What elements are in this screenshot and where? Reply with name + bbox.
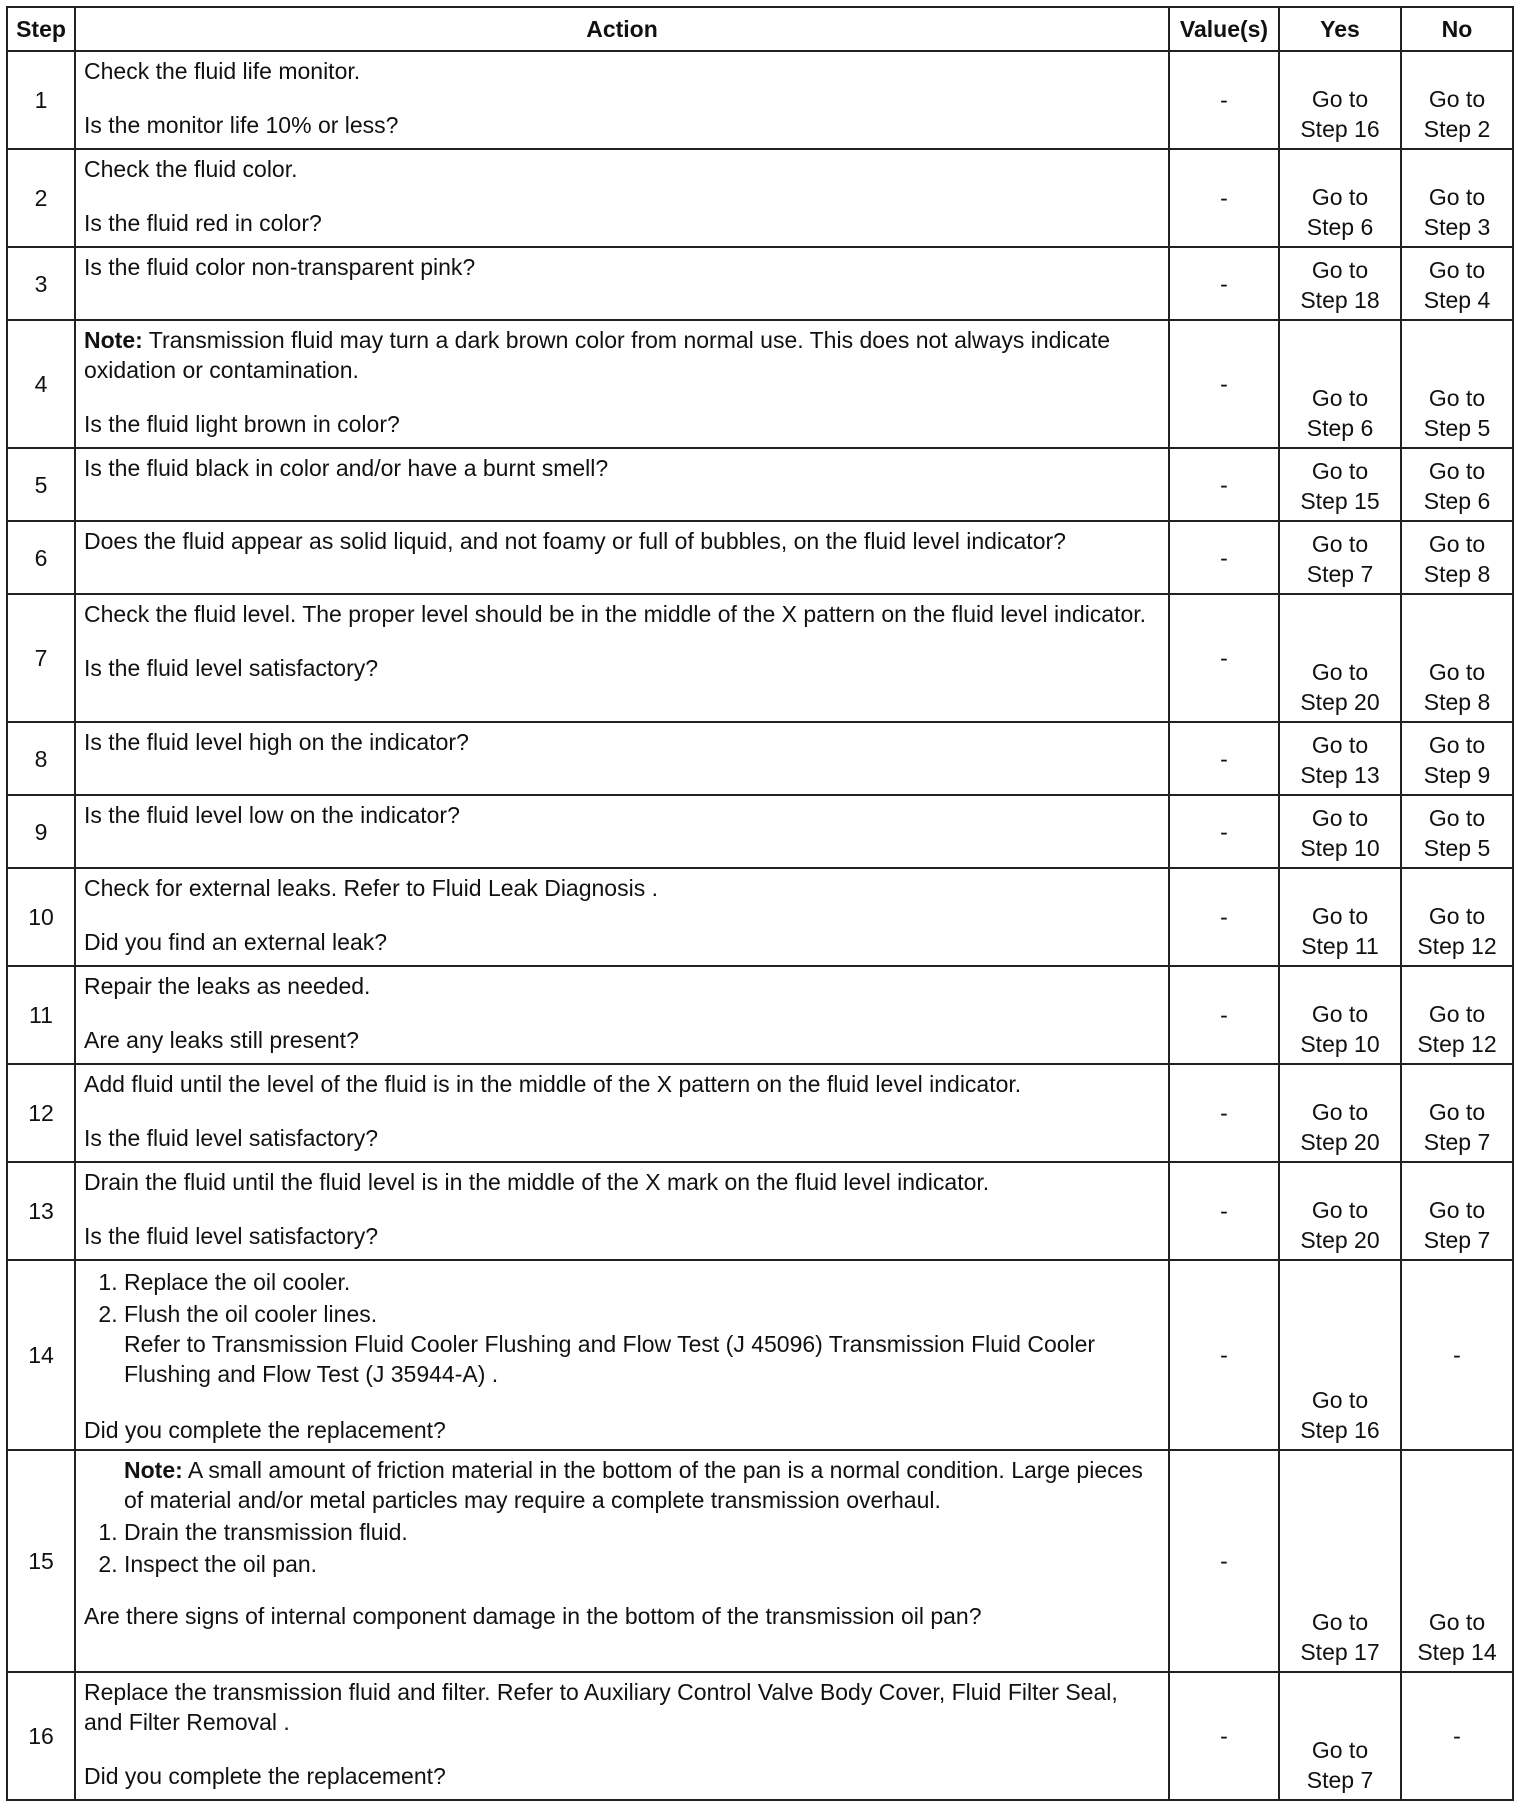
yes-goto: Go to bbox=[1311, 184, 1369, 210]
table-row bbox=[7, 722, 1513, 795]
step-number: 10 bbox=[7, 868, 75, 966]
step-number: 5 bbox=[7, 448, 75, 521]
action-text[interactable]: Replace the transmission fluid and filter. Refer to Auxiliary Control Valve Body Cover, Fluid Filter Seal, and Filter Removal . bbox=[84, 1679, 1118, 1735]
no-cell bbox=[1401, 722, 1513, 795]
step-number: 3 bbox=[7, 247, 75, 320]
no-goto: Go to bbox=[1428, 659, 1486, 685]
yes-step-link[interactable]: Step 7 bbox=[1306, 561, 1374, 587]
action-cell bbox=[75, 448, 1169, 521]
action-question: Are any leaks still present? bbox=[84, 1027, 359, 1053]
yes-goto: Go to bbox=[1311, 805, 1369, 831]
action-cell bbox=[75, 722, 1169, 795]
step-number: 9 bbox=[7, 795, 75, 868]
list-item-text: 2. Flush the oil cooler lines. bbox=[124, 1301, 378, 1327]
yes-cell bbox=[1279, 1672, 1401, 1800]
header-no: No bbox=[1401, 7, 1513, 51]
note-text: Transmission fluid may turn a dark brown color from normal use. This does not always indicate oxidation or contamination. bbox=[84, 327, 1111, 383]
table-row bbox=[7, 448, 1513, 521]
yes-cell bbox=[1279, 1162, 1401, 1260]
yes-goto: Go to bbox=[1311, 1197, 1369, 1223]
table-header-row bbox=[7, 7, 1513, 51]
table-row bbox=[7, 149, 1513, 247]
no-goto: Go to bbox=[1428, 257, 1486, 283]
no-step-link[interactable]: Step 9 bbox=[1423, 762, 1491, 788]
action-question: Is the fluid level satisfactory? bbox=[84, 655, 379, 681]
no-goto: Go to bbox=[1428, 903, 1486, 929]
action-cell bbox=[75, 1672, 1169, 1800]
no-cell bbox=[1401, 448, 1513, 521]
no-step-link[interactable]: Step 7 bbox=[1423, 1129, 1491, 1155]
action-list bbox=[84, 1517, 1160, 1579]
step-number: 6 bbox=[7, 521, 75, 594]
action-text: Is the fluid color non-transparent pink? bbox=[84, 254, 476, 280]
yes-step-link[interactable]: Step 16 bbox=[1300, 1417, 1380, 1443]
no-step-link[interactable]: Step 8 bbox=[1423, 689, 1491, 715]
action-question: Is the fluid level satisfactory? bbox=[84, 1223, 379, 1249]
no-goto: Go to bbox=[1428, 805, 1486, 831]
yes-cell bbox=[1279, 1064, 1401, 1162]
table-row bbox=[7, 320, 1513, 448]
table-row bbox=[7, 1260, 1513, 1450]
no-step-link[interactable]: Step 14 bbox=[1417, 1639, 1497, 1665]
no-cell bbox=[1401, 320, 1513, 448]
yes-goto: Go to bbox=[1311, 1099, 1369, 1125]
no-cell bbox=[1401, 1450, 1513, 1672]
step-number: 11 bbox=[7, 966, 75, 1064]
action-text: Is the fluid black in color and/or have a burnt smell? bbox=[84, 455, 609, 481]
action-cell bbox=[75, 868, 1169, 966]
action-cell bbox=[75, 795, 1169, 868]
table-row bbox=[7, 1672, 1513, 1800]
step-number: 12 bbox=[7, 1064, 75, 1162]
yes-goto: Go to bbox=[1311, 1609, 1369, 1635]
action-text: Drain the fluid until the fluid level is in the middle of the X mark on the fluid level indicator. bbox=[84, 1169, 990, 1195]
no-goto: Go to bbox=[1428, 1197, 1486, 1223]
diagnostic-table-page bbox=[6, 6, 1514, 1801]
no-goto: Go to bbox=[1428, 458, 1486, 484]
yes-cell bbox=[1279, 1450, 1401, 1672]
table-row bbox=[7, 594, 1513, 722]
note-label: Note: bbox=[124, 1457, 183, 1483]
diagnostic-table bbox=[6, 6, 1514, 1801]
action-text: Check the fluid life monitor. bbox=[84, 58, 361, 84]
value-cell: - bbox=[1169, 448, 1279, 521]
list-item bbox=[124, 1299, 1160, 1389]
yes-step-link[interactable]: Step 20 bbox=[1300, 1129, 1380, 1155]
step-number: 4 bbox=[7, 320, 75, 448]
yes-cell bbox=[1279, 868, 1401, 966]
list-item: 1. Drain the transmission fluid. bbox=[124, 1517, 1160, 1547]
action-cell bbox=[75, 1162, 1169, 1260]
yes-cell bbox=[1279, 521, 1401, 594]
step-number: 2 bbox=[7, 149, 75, 247]
action-text: Check the fluid level. The proper level should be in the middle of the X pattern on the fluid level indicator. bbox=[84, 601, 1147, 627]
value-cell: - bbox=[1169, 51, 1279, 149]
no-step-link[interactable]: Step 7 bbox=[1423, 1227, 1491, 1253]
table-row bbox=[7, 1162, 1513, 1260]
yes-step-link[interactable]: Step 16 bbox=[1300, 116, 1380, 142]
step-number: 1 bbox=[7, 51, 75, 149]
no-step-link[interactable]: Step 5 bbox=[1423, 415, 1491, 441]
action-cell bbox=[75, 966, 1169, 1064]
value-cell: - bbox=[1169, 1064, 1279, 1162]
yes-goto: Go to bbox=[1311, 458, 1369, 484]
yes-step-link[interactable]: Step 6 bbox=[1306, 214, 1374, 240]
no-cell bbox=[1401, 521, 1513, 594]
action-question: Did you complete the replacement? bbox=[84, 1417, 446, 1443]
action-text: Does the fluid appear as solid liquid, and not foamy or full of bubbles, on the fluid level indicator? bbox=[84, 528, 1066, 554]
header-step: Step bbox=[7, 7, 75, 51]
no-cell bbox=[1401, 149, 1513, 247]
no-goto: Go to bbox=[1428, 385, 1486, 411]
step-number: 15 bbox=[7, 1450, 75, 1672]
value-cell: - bbox=[1169, 247, 1279, 320]
yes-step-link[interactable]: Step 11 bbox=[1301, 933, 1379, 959]
no-step-link[interactable]: Step 5 bbox=[1423, 835, 1491, 861]
yes-goto: Go to bbox=[1311, 1001, 1369, 1027]
action-question: Are there signs of internal component damage in the bottom of the transmission oil pan? bbox=[84, 1603, 982, 1629]
yes-cell bbox=[1279, 966, 1401, 1064]
step-number: 14 bbox=[7, 1260, 75, 1450]
no-cell bbox=[1401, 966, 1513, 1064]
list-item: 1. Replace the oil cooler. bbox=[124, 1267, 1160, 1297]
yes-goto: Go to bbox=[1311, 903, 1369, 929]
action-cell bbox=[75, 247, 1169, 320]
action-cell bbox=[75, 1260, 1169, 1450]
note-text: A small amount of friction material in the bottom of the pan is a normal condition. Large pieces of material and/or metal particles may require a complete transmission overhaul. bbox=[124, 1457, 1143, 1513]
header-action: Action bbox=[75, 7, 1169, 51]
action-question: Did you find an external leak? bbox=[84, 929, 388, 955]
step-number: 7 bbox=[7, 594, 75, 722]
table-row bbox=[7, 795, 1513, 868]
table-row bbox=[7, 521, 1513, 594]
yes-goto: Go to bbox=[1311, 1737, 1369, 1763]
action-question: Is the fluid level satisfactory? bbox=[84, 1125, 379, 1151]
yes-cell bbox=[1279, 247, 1401, 320]
yes-cell bbox=[1279, 1260, 1401, 1450]
value-cell: - bbox=[1169, 521, 1279, 594]
no-goto: Go to bbox=[1428, 1099, 1486, 1125]
action-cell bbox=[75, 1064, 1169, 1162]
step-number: 16 bbox=[7, 1672, 75, 1800]
yes-goto: Go to bbox=[1311, 257, 1369, 283]
action-cell bbox=[75, 594, 1169, 722]
yes-step-link[interactable]: Step 20 bbox=[1300, 689, 1380, 715]
header-values: Value(s) bbox=[1169, 7, 1279, 51]
yes-goto: Go to bbox=[1311, 385, 1369, 411]
no-cell bbox=[1401, 1162, 1513, 1260]
yes-step-link[interactable]: Step 20 bbox=[1300, 1227, 1380, 1253]
yes-goto: Go to bbox=[1311, 1387, 1369, 1413]
value-cell: - bbox=[1169, 1450, 1279, 1672]
no-step-link[interactable]: Step 12 bbox=[1417, 933, 1497, 959]
action-question: Did you complete the replacement? bbox=[84, 1763, 446, 1789]
no-step-link[interactable]: Step 6 bbox=[1423, 488, 1491, 514]
yes-step-link[interactable]: Step 13 bbox=[1300, 762, 1380, 788]
yes-goto: Go to bbox=[1311, 531, 1369, 557]
action-cell bbox=[75, 51, 1169, 149]
no-cell bbox=[1401, 594, 1513, 722]
yes-step-link[interactable]: Step 7 bbox=[1306, 1767, 1374, 1793]
action-question: Is the fluid light brown in color? bbox=[84, 411, 400, 437]
yes-cell bbox=[1279, 722, 1401, 795]
value-cell: - bbox=[1169, 1162, 1279, 1260]
value-cell: - bbox=[1169, 868, 1279, 966]
action-text: Is the fluid level high on the indicator? bbox=[84, 729, 469, 755]
action-text: Check the fluid color. bbox=[84, 156, 298, 182]
yes-step-link[interactable]: Step 6 bbox=[1306, 415, 1374, 441]
action-list bbox=[84, 1267, 1160, 1389]
step-number: 13 bbox=[7, 1162, 75, 1260]
action-cell bbox=[75, 1450, 1169, 1672]
table-row bbox=[7, 868, 1513, 966]
yes-goto: Go to bbox=[1311, 732, 1369, 758]
step-number: 8 bbox=[7, 722, 75, 795]
no-goto: Go to bbox=[1428, 184, 1486, 210]
value-cell: - bbox=[1169, 1260, 1279, 1450]
note-label: Note: bbox=[84, 327, 143, 353]
no-step-link[interactable]: Step 8 bbox=[1423, 561, 1491, 587]
no-cell bbox=[1401, 247, 1513, 320]
table-row bbox=[7, 1450, 1513, 1672]
yes-goto: Go to bbox=[1311, 659, 1369, 685]
no-goto: Go to bbox=[1428, 1609, 1486, 1635]
yes-step-link[interactable]: Step 10 bbox=[1300, 835, 1380, 861]
value-cell: - bbox=[1169, 594, 1279, 722]
yes-cell bbox=[1279, 448, 1401, 521]
no-cell: - bbox=[1401, 1260, 1513, 1450]
no-cell: - bbox=[1401, 1672, 1513, 1800]
action-note bbox=[84, 325, 1160, 385]
procedure-reference-link[interactable]: Refer to Transmission Fluid Cooler Flushing and Flow Test (J 45096) Transmission Fluid Cooler Flushing and Flow Test (J 35944-A) . bbox=[124, 1331, 1096, 1387]
value-cell: - bbox=[1169, 1672, 1279, 1800]
yes-step-link[interactable]: Step 18 bbox=[1300, 287, 1380, 313]
value-cell: - bbox=[1169, 722, 1279, 795]
value-cell: - bbox=[1169, 966, 1279, 1064]
value-cell: - bbox=[1169, 149, 1279, 247]
value-cell: - bbox=[1169, 795, 1279, 868]
no-goto: Go to bbox=[1428, 86, 1486, 112]
table-row bbox=[7, 966, 1513, 1064]
table-row bbox=[7, 1064, 1513, 1162]
no-step-link[interactable]: Step 4 bbox=[1423, 287, 1491, 313]
no-goto: Go to bbox=[1428, 1001, 1486, 1027]
no-cell bbox=[1401, 1064, 1513, 1162]
action-text[interactable]: Check for external leaks. Refer to Fluid Leak Diagnosis . bbox=[84, 875, 658, 901]
value-cell: - bbox=[1169, 320, 1279, 448]
yes-cell bbox=[1279, 594, 1401, 722]
list-item: 2. Inspect the oil pan. bbox=[124, 1549, 1160, 1579]
no-cell bbox=[1401, 868, 1513, 966]
action-text: Repair the leaks as needed. bbox=[84, 973, 371, 999]
table-row bbox=[7, 247, 1513, 320]
yes-cell bbox=[1279, 795, 1401, 868]
yes-cell bbox=[1279, 149, 1401, 247]
no-goto: Go to bbox=[1428, 531, 1486, 557]
yes-cell bbox=[1279, 51, 1401, 149]
no-cell bbox=[1401, 51, 1513, 149]
table-row bbox=[7, 51, 1513, 149]
action-text: Add fluid until the level of the fluid is in the middle of the X pattern on the fluid level indicator. bbox=[84, 1071, 1022, 1097]
action-text: Is the fluid level low on the indicator? bbox=[84, 802, 460, 828]
no-step-link[interactable]: Step 2 bbox=[1423, 116, 1491, 142]
yes-goto: Go to bbox=[1311, 86, 1369, 112]
yes-step-link[interactable]: Step 10 bbox=[1300, 1031, 1380, 1057]
action-question: Is the monitor life 10% or less? bbox=[84, 112, 399, 138]
action-cell bbox=[75, 149, 1169, 247]
yes-step-link[interactable]: Step 15 bbox=[1300, 488, 1380, 514]
header-yes: Yes bbox=[1279, 7, 1401, 51]
action-question: Is the fluid red in color? bbox=[84, 210, 322, 236]
action-cell bbox=[75, 521, 1169, 594]
no-step-link[interactable]: Step 3 bbox=[1423, 214, 1491, 240]
yes-cell bbox=[1279, 320, 1401, 448]
no-step-link[interactable]: Step 12 bbox=[1417, 1031, 1497, 1057]
no-cell bbox=[1401, 795, 1513, 868]
action-cell bbox=[75, 320, 1169, 448]
yes-step-link[interactable]: Step 17 bbox=[1300, 1639, 1380, 1665]
no-goto: Go to bbox=[1428, 732, 1486, 758]
action-note bbox=[84, 1455, 1160, 1515]
